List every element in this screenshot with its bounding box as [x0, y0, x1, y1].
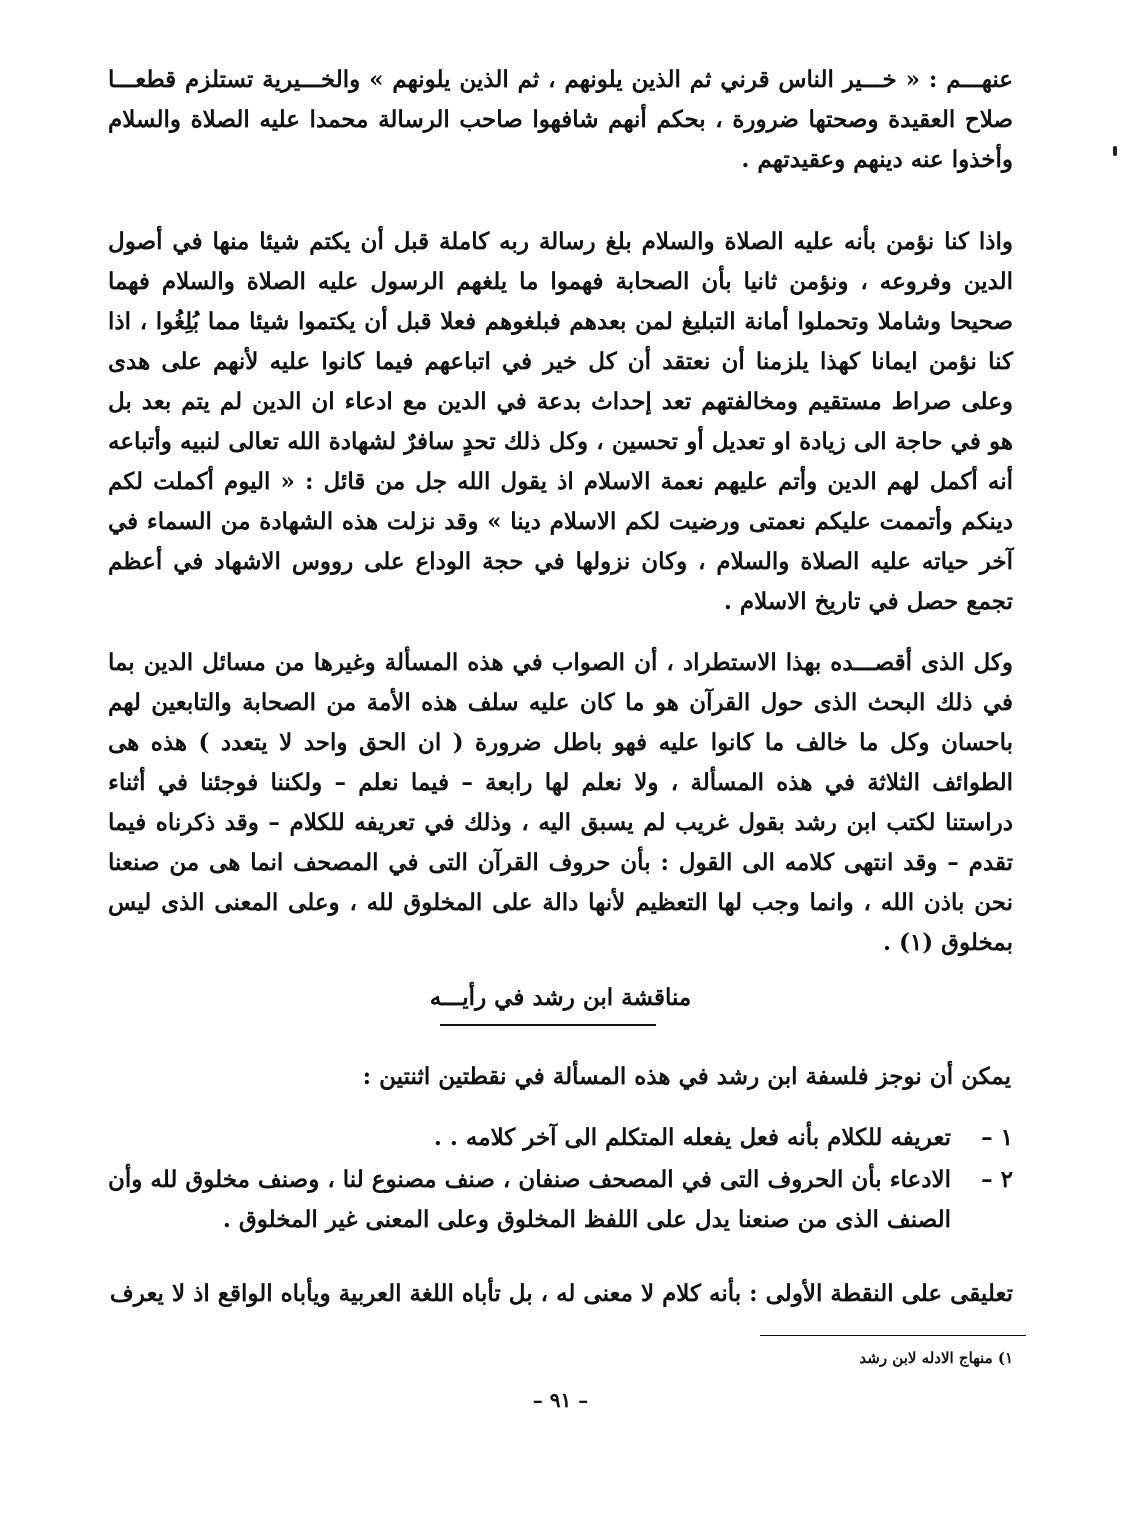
paragraph-4: تعليقى على النقطة الأولى : بأنه كلام لا معنى له ، بل تأباه اللغة العربية ويأباه الواقع اذ لا يعرف: [109, 1280, 1013, 1307]
point-text: تعريفه للكلام بأنه فعل يفعله المتكلم الى آخر كلامه . .: [433, 1124, 951, 1151]
section-intro: يمكن أن نوجز فلسفة ابن رشد في هذه المسألة في نقطتين اثنتين :: [362, 1063, 1011, 1090]
page-number: – ٩١ –: [532, 1388, 589, 1412]
margin-mark: [1113, 146, 1117, 156]
point-number: ٢ –: [981, 1166, 1013, 1193]
list-item: [108, 1160, 1013, 1240]
footnote: ١) منهاج الادله لابن رشد: [859, 1349, 1013, 1367]
points-list: [108, 1118, 1013, 1242]
footnote-divider: [760, 1335, 1026, 1336]
paragraph-2: واذا كنا نؤمن بأنه عليه الصلاة والسلام بلغ رسالة ربه كاملة قبل أن يكتم شيئا منها في أصول الدين وفروعه ، ونؤمن ثانيا بأن الصحابة فهموا ما يلغهم الرسول عليه الصلاة والسلام فهما صحيحا وشاملا وتحملوا أمانة التبليغ لمن بعدهم فبلغوهم فعلا قبل أن يكتموا شيئا مما بُلِغُوا ، اذا كنا نؤمن ايمانا كهذا يلزمنا أن نعتقد أن كل خير في اتباعهم فيما كانوا عليه لأنهم على هدى وعلى صراط مستقيم ومخالفتهم تعد إحداث بدعة في الدين مع ادعاء ان الدين لم يتم بعد بل هو في حاجة الى زيادة او تعديل أو تحسين ، وكل ذلك تحدٍ سافرٌ لشهادة الله تعالى لنبيه وأتباعه أنه أكمل لهم الدين وأتم عليهم نعمة الاسلام اذ يقول الله جل من قائل : « اليوم أكملت لكم دينكم وأتممت عليكم نعمتى ورضيت لكم الاسلام دينا » وقد نزلت هذه الشهادة من السماء في آخر حياته عليه الصلاة والسلام ، وكان نزولها في حجة الوداع على رووس الاشهاد في أعظم تجمع حصل في تاريخ الاسلام .: [108, 228, 1013, 615]
paragraph-1: عنهـــم : « خـــير الناس قرني ثم الذين يلونهم ، ثم الذين يلونهم » والخـــيرية تستلزم قطعـــا صلاح العقيدة وصحتها ضرورة ، بحكم أنهم شافهوا صاحب الرسالة محمدا عليه الصلاة والسلام وأخذوا عنه دينهم وعقيدتهم .: [108, 66, 1013, 173]
section-heading: مناقشة ابن رشد في رأيـــه: [429, 984, 692, 1011]
point-number: ١ –: [981, 1124, 1013, 1151]
point-text: الادعاء بأن الحروف التى في المصحف صنفان ، صنف مصنوع لنا ، وصنف مخلوق لله وأن الصنف الذى من صنعنا يدل على اللفظ المخلوق وعلى المعنى غير المخلوق .: [108, 1166, 951, 1233]
list-item: [108, 1118, 1013, 1158]
paragraph-3: وكل الذى أقصـــده بهذا الاستطراد ، أن الصواب في هذه المسألة وغيرها من مسائل الدين بما في ذلك البحث الذى حول القرآن هو ما كان عليه سلف هذه الأمة من الصحابة والتابعين لهم باحسان وكل ما خالف ما كانوا عليه فهو باطل ضرورة ( ان الحق واحد لا يتعدد ) هذه هى الطوائف الثلاثة في هذه المسألة ، ولا نعلم لها رابعة – فيما نعلم – ولكننا فوجئنا في أثناء دراستنا لكتب ابن رشد بقول غريب لم يسبق اليه ، وذلك في تعريفه للكلام – وقد ذكرناه فيما تقدم – وقد انتهى كلامه الى القول : بأن حروف القرآن التى في المصحف انما هى من صنعنا نحن باذن الله ، وانما وجب لها التعظيم لأنها دالة على المخلوق لله ، وعلى المعنى الذى ليس بمخلوق (١) .: [108, 649, 1013, 956]
heading-underline: [440, 1024, 656, 1026]
